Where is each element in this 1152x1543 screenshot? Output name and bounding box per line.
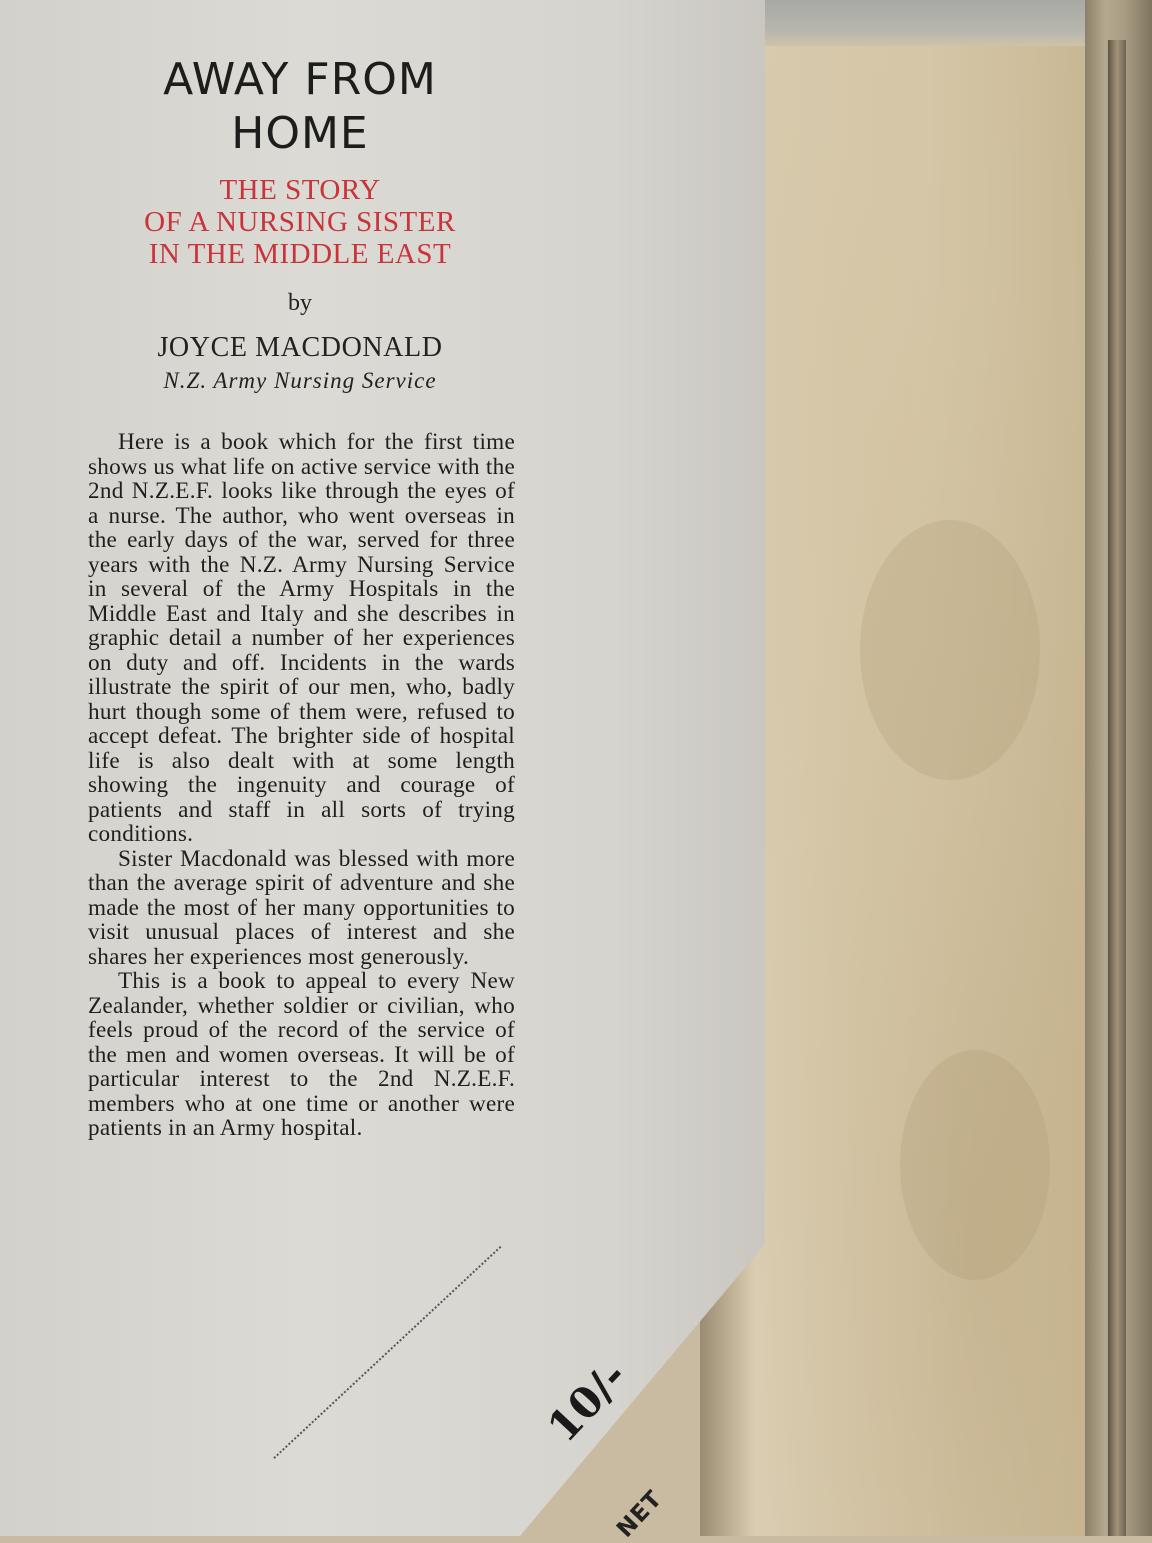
blurb-paragraph-2: Sister Macdonald was blessed with more than the average spirit of adventure and she made the most of her many opportunities to visit unusual places of interest and she shares her experiences most generously. xyxy=(88,845,515,970)
price-amount: 10/- xyxy=(538,1351,637,1452)
paper-stain xyxy=(900,1050,1050,1280)
subtitle-line-3: IN THE MIDDLE EAST xyxy=(148,238,452,270)
author-service: N.Z. Army Nursing Service xyxy=(163,368,437,393)
price-cut-line xyxy=(273,1246,501,1459)
blurb-paragraph-1: Here is a book which for the first time shows us what life on active service with the 2nd N.Z.E.F. looks like through the eyes of a nurse. The author, who went overseas in the early days of the war, served for three years with the N.Z. Army Nursing Service in several of the Army Hospitals in the Middle East and Italy and she describes in graphic detail a number of her experiences on duty and off. Incidents in the wards illustrate the spirit of our men, who, badly hurt though some of them were, refused to accept defeat. The brighter side of hospital life is also dealt with at some length showing the ingenuity and courage of patients and staff in all sorts of trying conditions. xyxy=(88,429,515,847)
book-title-line-1: AWAY FROM xyxy=(163,54,437,105)
paper-stain xyxy=(860,520,1040,780)
subtitle-line-1: THE STORY xyxy=(219,174,381,206)
price-net-label: NET xyxy=(612,1485,668,1543)
blurb-text xyxy=(88,430,515,1141)
blurb-paragraph-3: This is a book to appeal to every New Zealander, whether soldier or civilian, who feels proud of the record of the service of the men and women overseas. It will be of particular interest to the 2nd N.Z.E.F. members who at one time or another were patients in an Army hospital. xyxy=(88,968,515,1141)
author-name: JOYCE MACDONALD xyxy=(157,332,443,363)
book-title-line-2: HOME xyxy=(231,108,369,159)
subtitle-line-2: OF A NURSING SISTER xyxy=(144,206,456,238)
book-gutter xyxy=(1108,40,1126,1536)
by-label: by xyxy=(288,290,312,316)
